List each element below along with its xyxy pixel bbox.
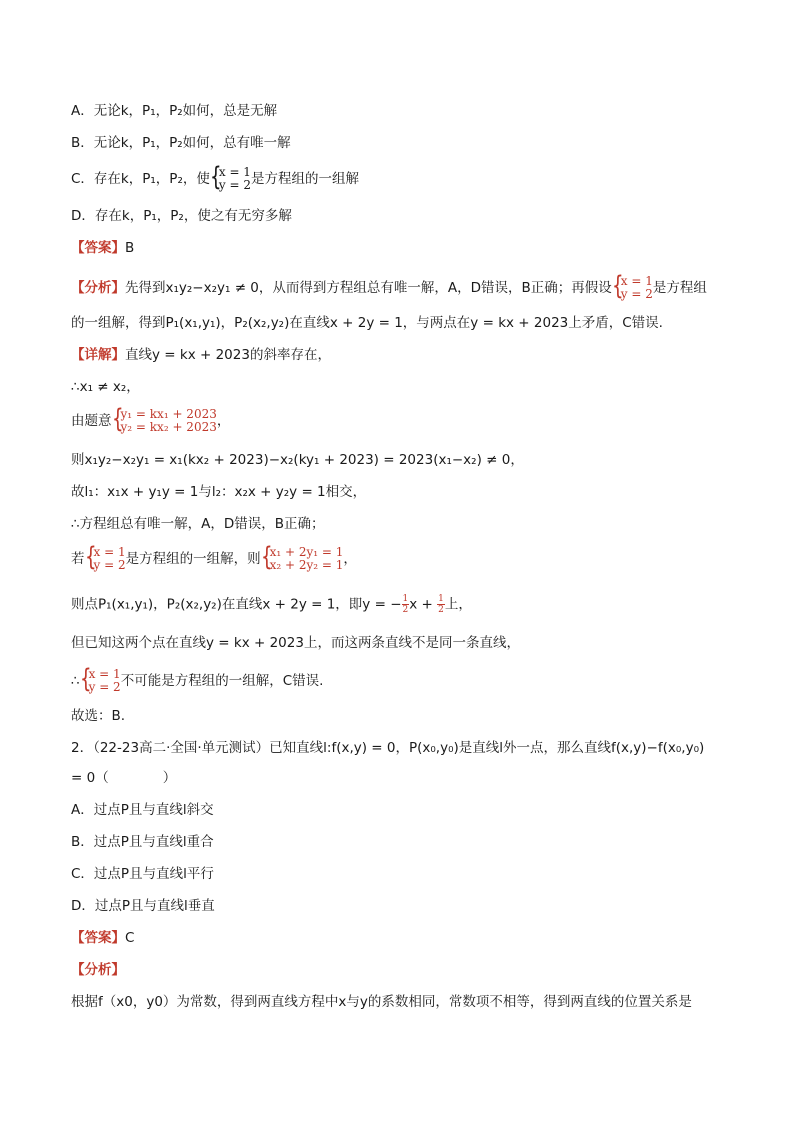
q2-answer	[71, 928, 134, 948]
q1-detail-line8	[71, 594, 472, 615]
detail-text: 上，	[444, 596, 472, 613]
answer-value: C	[125, 930, 135, 946]
sys-row: { x = 1	[88, 667, 121, 681]
detail-text: 是方程组的一组解，则	[125, 551, 261, 567]
sys-row: { x₁ + 2y₁ = 1	[269, 545, 344, 559]
q1-detail-line1	[71, 345, 331, 365]
q1-detail-line3	[71, 408, 230, 434]
q1-detail-line4: 则x₁y₂−x₂y₁ = x₁(kx₂ + 2023)−x₂(ky₁ + 2023) = 2023(x₁−x₂) ≠ 0，	[71, 452, 524, 468]
q1-option-c	[71, 166, 359, 192]
q1-option-c-system	[210, 166, 251, 192]
sys-row: { x = 1	[93, 545, 126, 559]
detail-text: ，	[216, 413, 231, 429]
q1-option-c-prefix: C．存在k，P₁，P₂，使	[71, 171, 210, 187]
q2-option-d: D．过点P且与直线l垂直	[71, 898, 215, 914]
q1-detail-line10	[71, 668, 323, 694]
q1-option-c-suffix: 是方程组的一组解	[250, 171, 359, 187]
detail-text: x +	[409, 596, 433, 613]
sys-row: y = 2	[93, 558, 126, 572]
detail-system	[80, 668, 121, 694]
sys-row: { y₁ = kx₁ + 2023	[120, 407, 217, 421]
answer-label: 【答案】	[71, 930, 125, 946]
sys-row: { x = 1	[620, 274, 653, 288]
sys-row: { x = 1	[218, 165, 251, 179]
q1-analysis-line1	[71, 275, 707, 301]
q2-option-a: A．过点P且与直线l斜交	[71, 802, 214, 818]
detail-text: 则点P₁(x₁,y₁)，P₂(x₂,y₂)在直线x + 2y = 1，即y = −	[71, 596, 402, 613]
q1-detail-line2: ∴x₁ ≠ x₂，	[71, 379, 140, 395]
sys-row: y = 2	[88, 680, 121, 694]
detail-system	[112, 408, 217, 434]
detail-text: 直线y = kx + 2023的斜率存在，	[125, 347, 331, 363]
detail-text: ∴	[71, 673, 80, 689]
q1-conclusion: 故选：B.	[71, 708, 126, 724]
fraction-numerator: 1	[402, 594, 409, 604]
q2-stem-line2: = 0（ ）	[71, 770, 177, 786]
q1-detail-line6: ∴方程组总有唯一解，A，D错误，B正确；	[71, 516, 325, 532]
answer-label: 【答案】	[71, 240, 125, 256]
detail-text: 由题意	[71, 413, 112, 429]
q2-option-c: C．过点P且与直线l平行	[71, 866, 214, 882]
fraction	[437, 594, 445, 615]
q2-analysis-text: 根据f（x0，y0）为常数，得到两直线方程中x与y的系数相同，常数项不相等，得到两直线的位置关系是	[71, 994, 692, 1010]
detail-text: 不可能是方程组的一组解，C错误.	[120, 673, 324, 689]
analysis-text: 是方程组	[652, 280, 707, 296]
q1-answer	[71, 238, 134, 258]
analysis-label: 【分析】	[71, 962, 125, 978]
q1-option-a: A．无论k，P₁，P₂如何，总是无解	[71, 103, 278, 119]
q1-detail-line7	[71, 546, 357, 572]
q1-option-b: B．无论k，P₁，P₂如何，总有唯一解	[71, 135, 291, 151]
sys-row: y₂ = kx₂ + 2023	[120, 420, 217, 434]
detail-text: ，	[343, 551, 357, 567]
sys-row: x₂ + 2y₂ = 1	[269, 558, 344, 572]
sys-row: y = 2	[218, 178, 251, 192]
fraction-numerator: 1	[438, 594, 444, 604]
fraction-denominator: 2	[402, 605, 409, 615]
detail-system	[261, 546, 344, 572]
detail-system	[85, 546, 126, 572]
q1-detail-line9: 但已知这两个点在直线y = kx + 2023上，而这两条直线不是同一条直线，	[71, 635, 520, 651]
q2-option-b: B．过点P且与直线l重合	[71, 834, 214, 850]
answer-value: B	[125, 240, 135, 256]
analysis-system	[612, 275, 653, 301]
q1-analysis-line2: 的一组解，得到P₁(x₁,y₁)，P₂(x₂,y₂)在直线x + 2y = 1，与两点在y = kx + 2023上矛盾，C错误.	[71, 315, 663, 331]
sys-row: y = 2	[620, 287, 653, 301]
analysis-text: 先得到x₁y₂−x₂y₁ ≠ 0，从而得到方程组总有唯一解，A，D错误，B正确；再假设	[125, 280, 612, 296]
detail-text: 若	[71, 551, 85, 567]
fraction-denominator: 2	[438, 605, 444, 615]
detail-label: 【详解】	[71, 347, 125, 363]
q2-analysis-label-line	[71, 960, 125, 980]
q2-stem-line1: 2．（22-23高二·全国·单元测试）已知直线l:f(x,y) = 0，P(x₀,y₀)是直线l外一点，那么直线f(x,y)−f(x₀,y₀)	[71, 740, 705, 756]
q1-option-d: D．存在k，P₁，P₂，使之有无穷多解	[71, 208, 292, 224]
q1-detail-line5: 故l₁：x₁x + y₁y = 1与l₂：x₂x + y₂y = 1相交，	[71, 484, 367, 500]
analysis-label: 【分析】	[71, 280, 125, 296]
